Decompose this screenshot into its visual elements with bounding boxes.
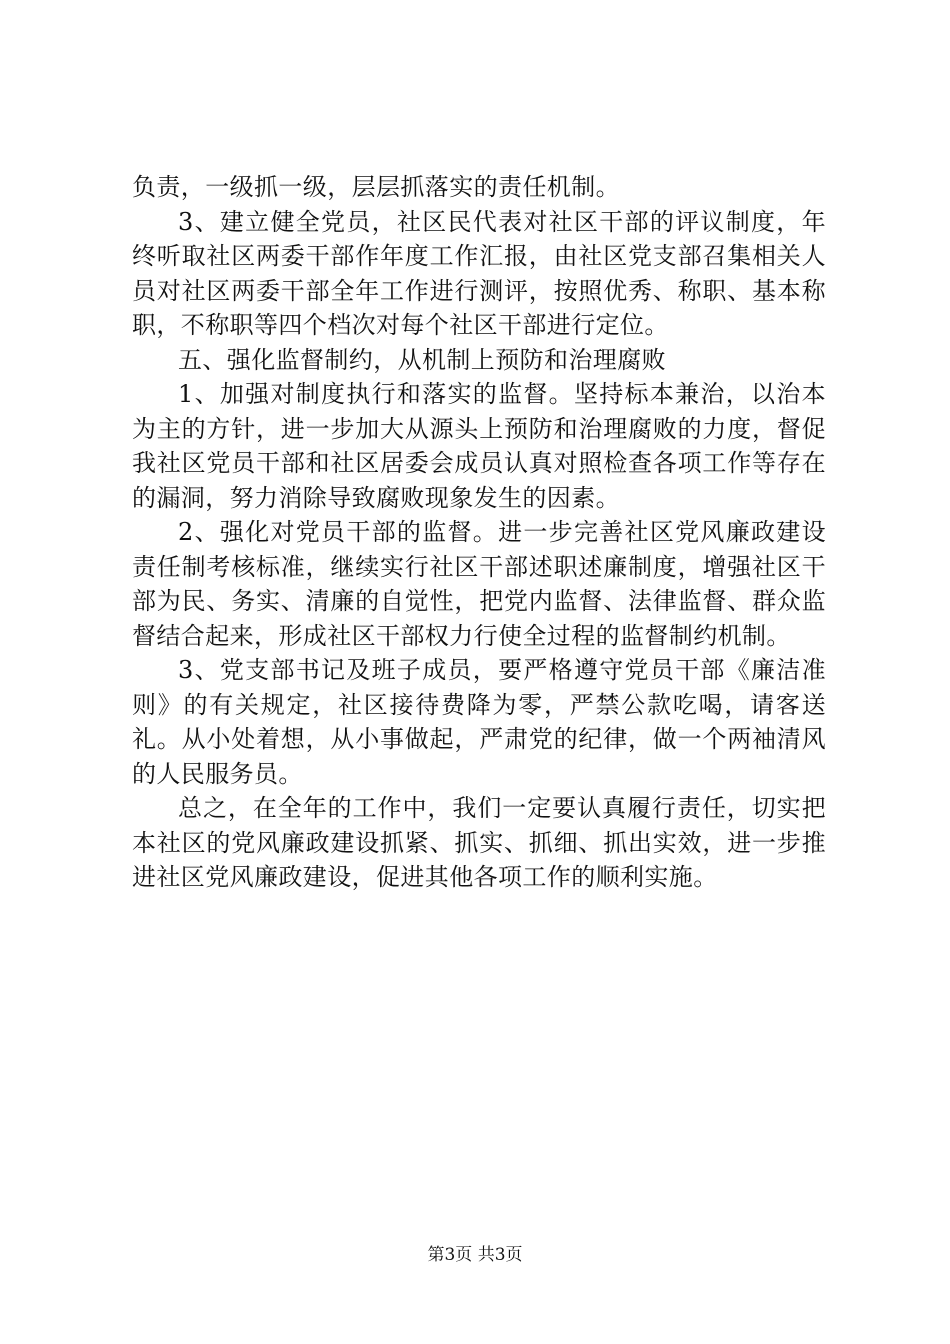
section-heading-supervision: 五、强化监督制约，从机制上预防和治理腐败 <box>178 345 666 374</box>
paragraph-system-supervision: 1、加强对制度执行和落实的监督。坚持标本兼治，以治本为主的方针，进一步加大从源头上预防和治理腐败的力度，督促我社区党员干部和社区居委会成员认真对照检查各项工作等存在的漏洞，努力消除导致腐败现象发生的因素。 <box>132 380 826 512</box>
paragraph-conclusion: 总之，在全年的工作中，我们一定要认真履行责任，切实把本社区的党风廉政建设抓紧、抓实、抓细、抓出实效，进一步推进社区党风廉政建设，促进其他各项工作的顺利实施。 <box>132 794 826 891</box>
paragraph-cadre-supervision: 2、强化对党员干部的监督。进一步完善社区党风廉政建设责任制考核标准，继续实行社区干部述职述廉制度，增强社区干部为民、务实、清廉的自觉性，把党内监督、法律监督、群众监督结合起来，形成社区干部权力行使全过程的监督制约机制。 <box>132 518 826 650</box>
paragraph-evaluation-system: 3、建立健全党员，社区民代表对社区干部的评议制度，年终听取社区两委干部作年度工作汇报，由社区党支部召集相关人员对社区两委干部全年工作进行测评，按照优秀、称职、基本称职，不称职等四个档次对每个社区干部进行定位。 <box>132 207 826 339</box>
page-number-footer: 第3页 共3页 <box>427 1245 523 1265</box>
paragraph-integrity-rules: 3、党支部书记及班子成员，要严格遵守党员干部《廉洁准则》的有关规定，社区接待费降为零，严禁公款吃喝，请客送礼。从小处着想，从小事做起，严肃党的纪律，做一个两袖清风的人民服务员。 <box>132 656 826 788</box>
paragraph-continuation: 负责，一级抓一级，层层抓落实的责任机制。 <box>132 173 620 201</box>
document-body <box>132 170 826 895</box>
